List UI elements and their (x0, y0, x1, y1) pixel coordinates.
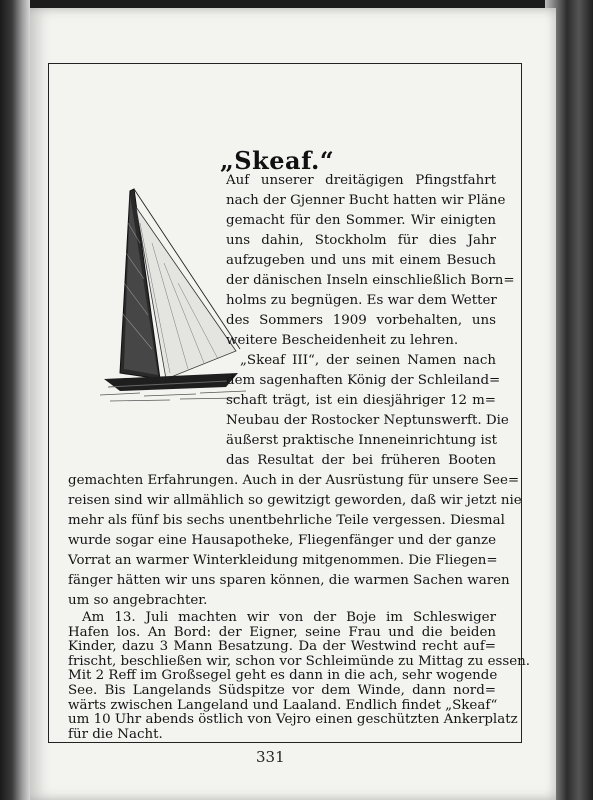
text-line: Kinder, dazu 3 Mann Besatzung. Da der Westwind recht auf= (68, 639, 496, 655)
text-line: Hafen los. An Bord: der Eigner, seine Frau und die beiden (68, 624, 496, 640)
text-line: gemachten Erfahrungen. Auch in der Ausrüstung für unsere See= (68, 473, 520, 488)
text-line: Auf unserer dreitägigen Pfingstfahrt (226, 173, 496, 188)
text-line: schaft trägt, ist ein diesjähriger 12 m= (226, 393, 496, 408)
text-line: dem sagenhaften König der Schleiland= (226, 373, 501, 388)
text-line: uns dahin, Stockholm für dies Jahr (226, 233, 496, 248)
text-line: See. Bis Langelands Südspitze vor dem Winde, dann nord= (68, 683, 496, 698)
text-line: wärts zwischen Langeland und Laaland. Endlich findet „Skeaf“ (68, 697, 498, 713)
text-line: um so angebrachter. (68, 593, 208, 608)
text-line: mehr als fünf bis sechs unentbehrliche Teile vergessen. Diesmal (68, 513, 505, 528)
text-line: Am 13. Juli machten wir von der Boje im Schleswiger (82, 610, 496, 625)
text-line: des Sommers 1909 vorbehalten, uns (226, 313, 496, 328)
text-line: aufzugeben und uns mit einem Besuch (226, 253, 496, 268)
text-line: holms zu begnügen. Es war dem Wetter (226, 293, 497, 308)
text-line: Neubau der Rostocker Neptunswerft. Die (226, 413, 509, 428)
text-line: frischt, beschließen wir, schon vor Schleimünde zu Mittag zu essen. (68, 653, 531, 669)
text-line: Vorrat an warmer Winterkleidung mitgenommen. Die Fliegen= (68, 553, 498, 568)
book-page (30, 8, 556, 800)
text-line: um 10 Uhr abends östlich von Vejro einen geschützten Ankerplatz (68, 712, 518, 728)
text-line: weitere Bescheidenheit zu lehren. (226, 333, 459, 348)
article-title: „Skeaf.“ (220, 146, 335, 175)
text-line: äußerst praktische Inneneinrichtung ist (226, 433, 498, 448)
text-line: gemacht für den Sommer. Wir einigten (226, 213, 496, 228)
text-line: das Resultat der bei früheren Booten (226, 453, 496, 468)
text-line: reisen sind wir allmählich so gewitzigt geworden, daß wir jetzt nie (68, 493, 522, 508)
book-gutter-left (0, 0, 30, 800)
page-number: 331 (256, 748, 285, 766)
text-line: „Skeaf III“, der seinen Namen nach (240, 353, 496, 368)
text-line: Mit 2 Reff im Großsegel geht es dann in die ach, sehr wogende (68, 668, 498, 684)
text-line: nach der Gjenner Bucht hatten wir Pläne (226, 193, 506, 208)
text-line: für die Nacht. (68, 726, 163, 742)
text-line: der dänischen Inseln einschließlich Born= (226, 273, 515, 288)
text-line: fänger hätten wir uns sparen können, die warmen Sachen waren (68, 573, 510, 588)
text-line: wurde sogar eine Hausapotheke, Fliegenfänger und der ganze (68, 533, 496, 548)
